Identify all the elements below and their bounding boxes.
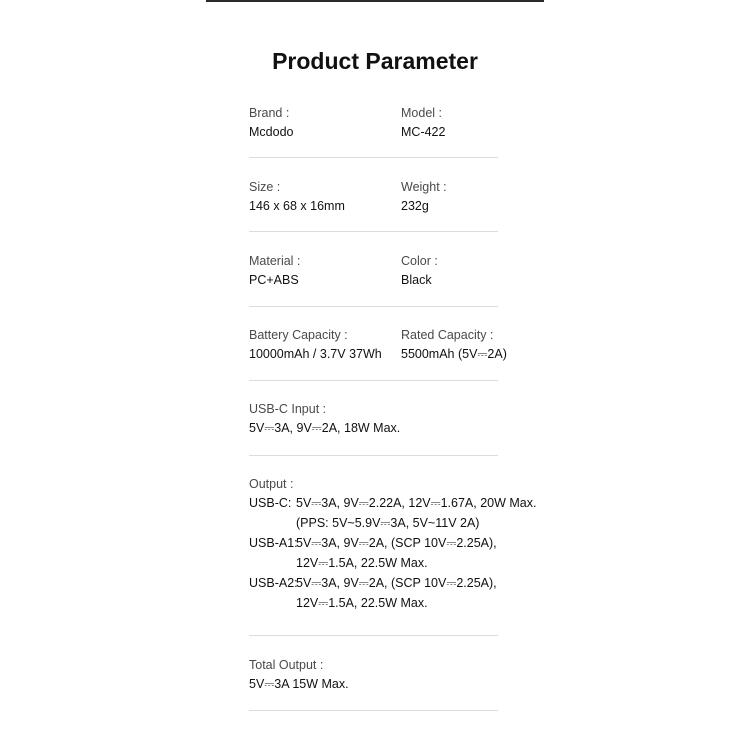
output-usba1-line1: 5V⎓3A, 9V⎓2A, (SCP 10V⎓2.25A), (296, 536, 497, 550)
size-value: 146 x 68 x 16mm (249, 199, 345, 213)
divider (249, 380, 498, 381)
output-usba2-line2: 12V⎓1.5A, 22.5W Max. (296, 596, 428, 610)
material-value: PC+ABS (249, 273, 299, 287)
weight-label: Weight : (401, 180, 447, 194)
output-usbc-line1: 5V⎓3A, 9V⎓2.22A, 12V⎓1.67A, 20W Max. (296, 496, 537, 510)
output-usba2-name: USB-A2: (249, 576, 298, 590)
material-label: Material : (249, 254, 301, 268)
output-usbc-name: USB-C: (249, 496, 292, 510)
weight-value: 232g (401, 199, 429, 213)
output-label: Output : (249, 477, 294, 491)
battery-capacity-label: Battery Capacity : (249, 328, 348, 342)
usbc-input-label: USB-C Input : (249, 402, 327, 416)
color-label: Color : (401, 254, 438, 268)
color-value: Black (401, 273, 432, 287)
battery-capacity-value: 10000mAh / 3.7V 37Wh (249, 347, 382, 361)
brand-label: Brand : (249, 106, 290, 120)
divider (249, 231, 498, 232)
total-output-value: 5V⎓3A 15W Max. (249, 677, 349, 691)
model-label: Model : (401, 106, 442, 120)
divider (249, 306, 498, 307)
output-usba1-name: USB-A1: (249, 536, 298, 550)
rated-capacity-value: 5500mAh (5V⎓2A) (401, 347, 507, 361)
divider (249, 455, 498, 456)
size-label: Size : (249, 180, 281, 194)
total-output-label: Total Output : (249, 658, 324, 672)
divider (249, 157, 498, 158)
top-rule (206, 0, 544, 2)
usbc-input-value: 5V⎓3A, 9V⎓2A, 18W Max. (249, 421, 401, 435)
brand-value: Mcdodo (249, 125, 294, 139)
divider (249, 710, 498, 711)
rated-capacity-label: Rated Capacity : (401, 328, 494, 342)
divider (249, 635, 498, 636)
page-title: Product Parameter (272, 48, 478, 74)
output-usba1-line2: 12V⎓1.5A, 22.5W Max. (296, 556, 428, 570)
model-value: MC-422 (401, 125, 446, 139)
output-usbc-line2: (PPS: 5V~5.9V⎓3A, 5V~11V 2A) (296, 516, 480, 530)
output-usba2-line1: 5V⎓3A, 9V⎓2A, (SCP 10V⎓2.25A), (296, 576, 497, 590)
